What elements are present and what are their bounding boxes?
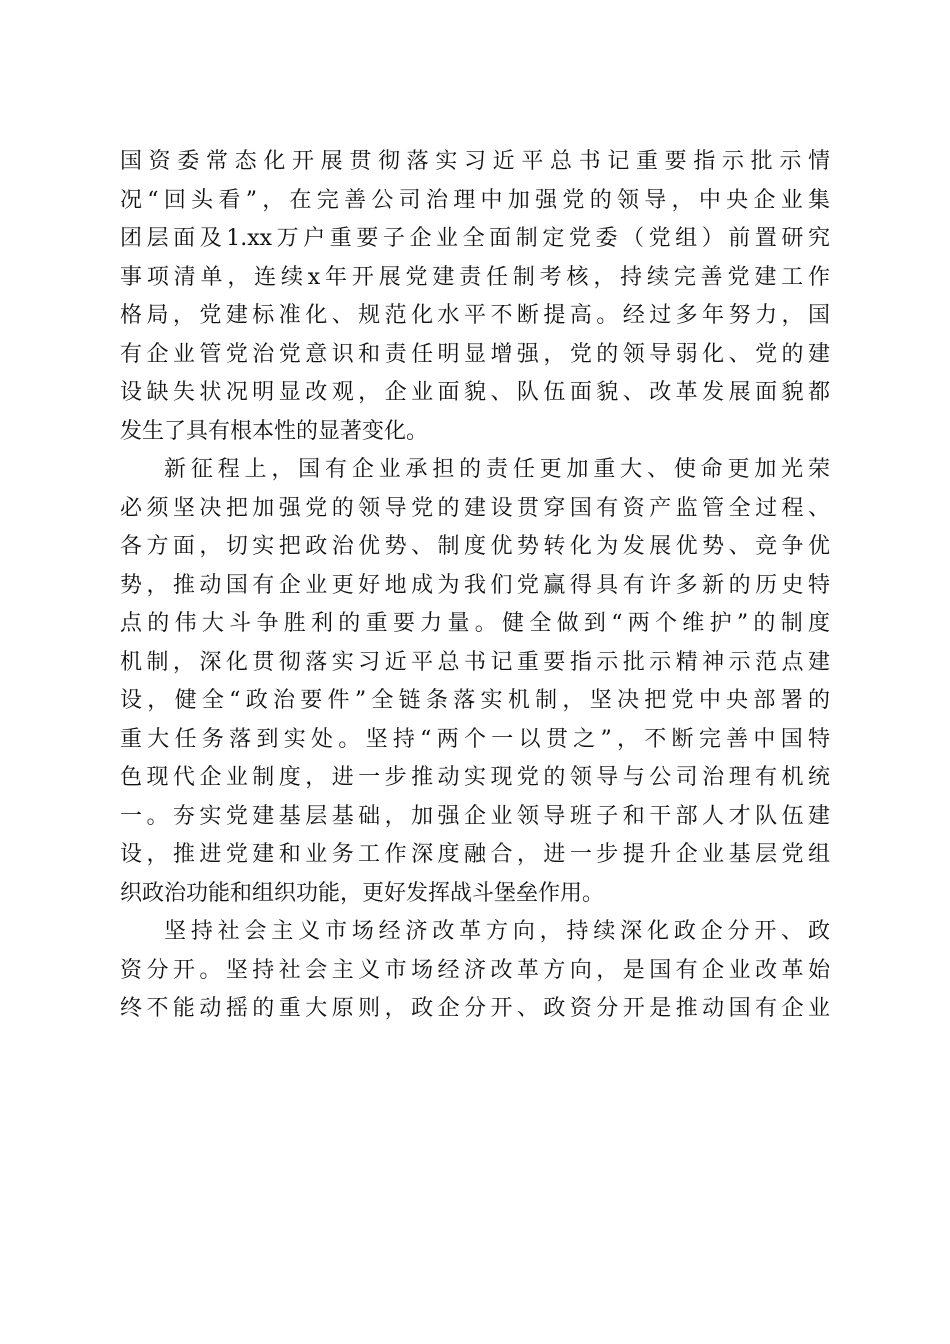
text-line: 设缺失状况明显改观，企业面貌、队伍面貌、改革发展面貌都: [120, 380, 830, 405]
text-line: 点的伟大斗争胜利的重要力量。健全做到“两个维护”的制度: [120, 611, 830, 636]
text-line: 坚持社会主义市场经济改革方向，持续深化政企分开、政: [164, 919, 830, 944]
text-line: 新征程上，国有企业承担的责任更加重大、使命更加光荣: [164, 457, 830, 482]
paragraph-3: [120, 913, 830, 1029]
text-line: 势，推动国有企业更好地成为我们党赢得具有许多新的历史特: [120, 572, 830, 598]
text-line: 设，健全“政治要件”全链条落实机制，坚决把党中央部署的: [120, 688, 830, 713]
text-line: 国资委常态化开展贯彻落实习近平总书记重要指示批示情: [120, 149, 830, 174]
text-line: 格局，党建标准化、规范化水平不断提高。经过多年努力，国: [120, 303, 830, 328]
text-line: 各方面，切实把政治优势、制度优势转化为发展优势、竞争优: [120, 534, 830, 559]
text-line: 发生了具有根本性的显著变化。: [120, 418, 429, 444]
text-line: 团层面及1.xx万户重要子企业全面制定党委（党组）前置研究: [120, 226, 830, 251]
text-line: 色现代企业制度，进一步推动实现党的领导与公司治理有机统: [120, 765, 830, 790]
text-line: 终不能动摇的重大原则，政企分开、政资分开是推动国有企业: [120, 996, 830, 1021]
paragraph-1: [120, 143, 830, 451]
text-line: 设，推进党建和业务工作深度融合，进一步提升企业基层党组: [120, 842, 830, 867]
paragraph-2: [120, 451, 830, 913]
text-line: 有企业管党治党意识和责任明显增强，党的领导弱化、党的建: [120, 341, 830, 367]
text-line: 必须坚决把加强党的领导党的建设贯穿国有资产监管全过程、: [120, 495, 830, 521]
body-text: [120, 143, 830, 1029]
text-line: 织政治功能和组织功能，更好发挥战斗堡垒作用。: [120, 880, 605, 906]
text-line: 况“回头看”，在完善公司治理中加强党的领导，中央企业集: [120, 187, 830, 213]
text-line: 重大任务落到实处。坚持“两个一以贯之”，不断完善中国特: [120, 726, 830, 752]
text-line: 资分开。坚持社会主义市场经济改革方向，是国有企业改革始: [120, 957, 830, 983]
text-line: 事项清单，连续x年开展党建责任制考核，持续完善党建工作: [120, 264, 830, 290]
text-line: 一。夯实党建基层基础，加强企业领导班子和干部人才队伍建: [120, 803, 830, 829]
text-line: 机制，深化贯彻落实习近平总书记重要指示批示精神示范点建: [120, 649, 830, 675]
